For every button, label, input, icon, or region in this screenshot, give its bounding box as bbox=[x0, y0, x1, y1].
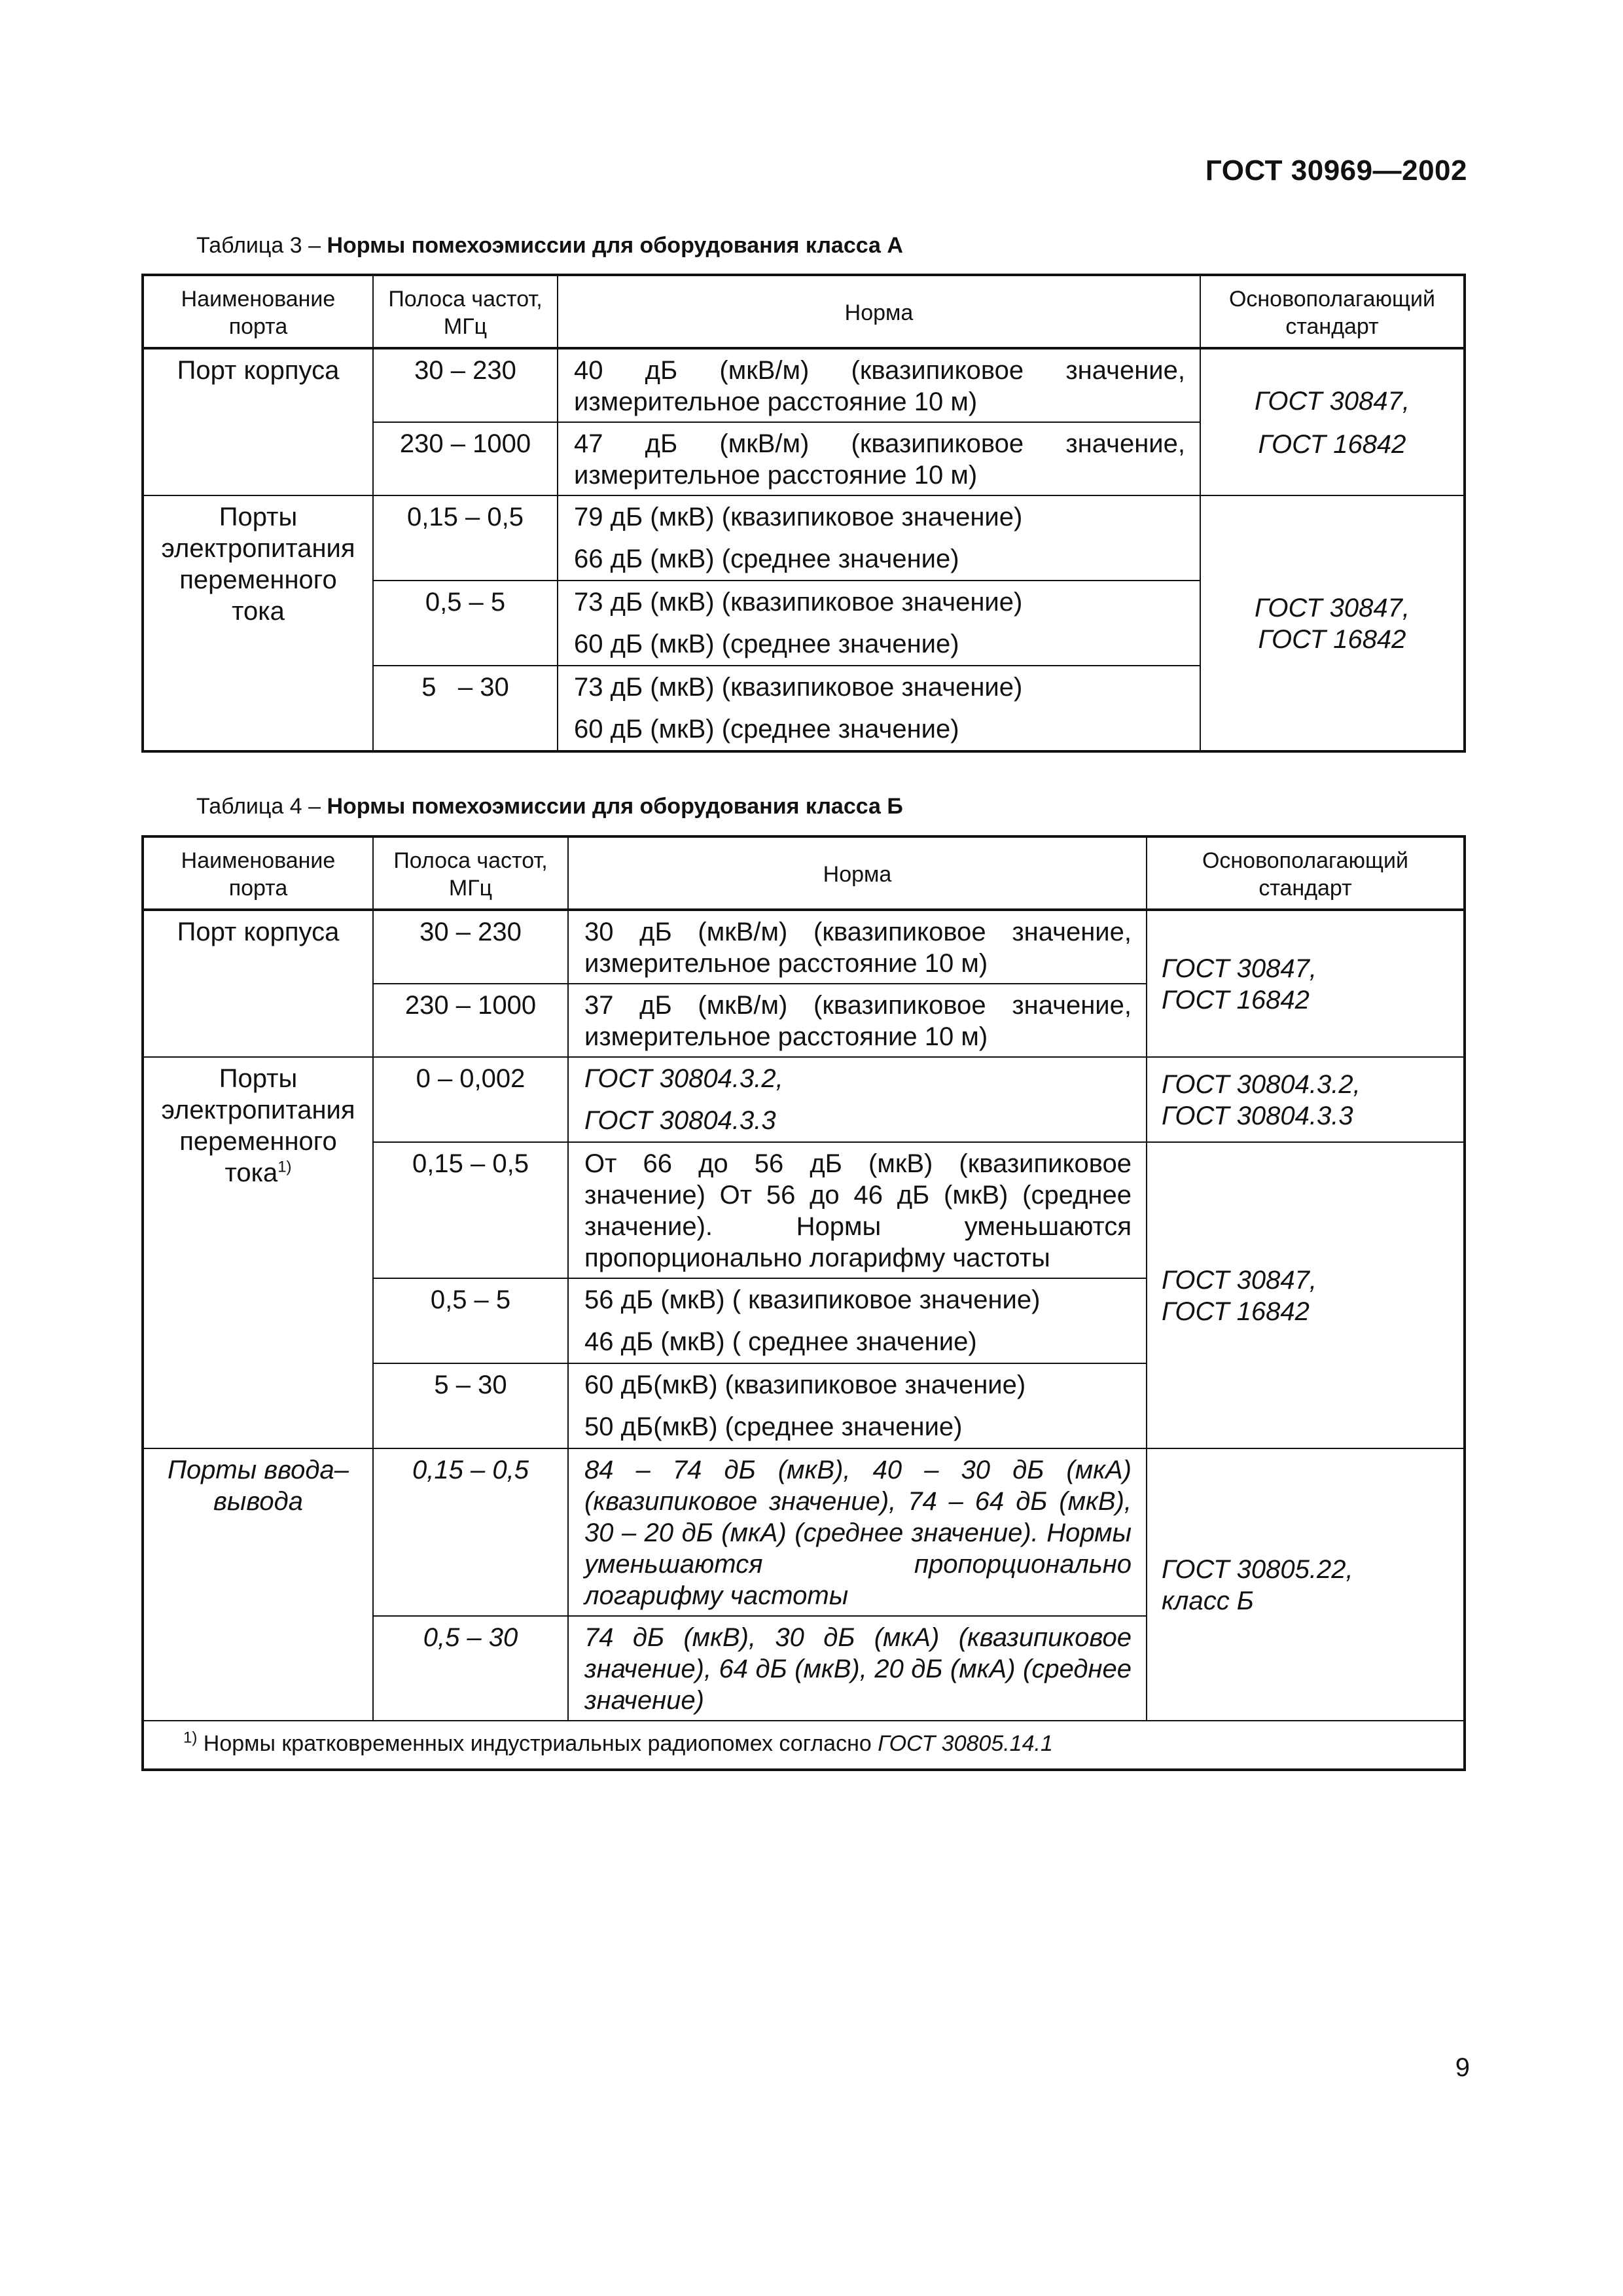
norm-line: 73 дБ (мкВ) (квазипиковое значение) bbox=[574, 673, 1023, 702]
frequency-band: 5 – 30 bbox=[373, 666, 558, 751]
table-row bbox=[143, 348, 1465, 422]
norm-line: ГОСТ 30804.3.2, bbox=[584, 1064, 783, 1093]
table-row bbox=[143, 1057, 1465, 1142]
table3-caption-title: Нормы помехоэмиссии для оборудования класса А bbox=[327, 233, 903, 258]
standard-line: ГОСТ 30804.3.3 bbox=[1162, 1102, 1353, 1130]
table-footnote bbox=[143, 1721, 1465, 1770]
norm-line: 60 дБ (мкВ) (среднее значение) bbox=[574, 630, 959, 658]
base-standard bbox=[1200, 495, 1465, 751]
table3-header-band: Полоса частот, МГц bbox=[373, 275, 558, 348]
norm-text bbox=[558, 666, 1200, 751]
page-number: 9 bbox=[1455, 2053, 1470, 2082]
table3 bbox=[141, 274, 1466, 753]
table4-header-standard: Основополагающий стандарт bbox=[1147, 836, 1465, 910]
table3-header-norm: Норма bbox=[558, 275, 1200, 348]
norm-text bbox=[558, 581, 1200, 666]
standard-line: ГОСТ 16842 bbox=[1258, 625, 1406, 654]
norm-text bbox=[568, 1363, 1147, 1448]
standard-line: ГОСТ 30847, bbox=[1162, 1266, 1317, 1295]
frequency-band: 0,5 – 5 bbox=[373, 1278, 568, 1363]
table4-header-row bbox=[143, 836, 1465, 910]
table-row bbox=[143, 495, 1465, 581]
port-name: Порт корпуса bbox=[143, 348, 373, 495]
base-standard bbox=[1147, 910, 1465, 1057]
standard-line: ГОСТ 30847, bbox=[1255, 594, 1410, 622]
standard-line: ГОСТ 16842 bbox=[1162, 986, 1310, 1014]
standard-line: ГОСТ 16842 bbox=[1162, 1297, 1310, 1326]
port-name: Порты электропитания переменного тока bbox=[143, 495, 373, 751]
base-standard bbox=[1147, 1448, 1465, 1721]
norm-line: ГОСТ 30804.3.3 bbox=[584, 1106, 776, 1135]
footnote-marker: 1) bbox=[183, 1729, 198, 1747]
table-row bbox=[143, 910, 1465, 984]
norm-line: 79 дБ (мкВ) (квазипиковое значение) bbox=[574, 503, 1023, 531]
table4-header-band: Полоса частот, МГц bbox=[373, 836, 568, 910]
table3-header-port: Наименование порта bbox=[143, 275, 373, 348]
norm-text bbox=[558, 495, 1200, 581]
frequency-band: 30 – 230 bbox=[373, 348, 558, 422]
base-standard bbox=[1147, 1142, 1465, 1448]
table3-caption bbox=[196, 233, 903, 259]
norm-line: 60 дБ (мкВ) (среднее значение) bbox=[574, 715, 959, 744]
base-standard bbox=[1147, 1057, 1465, 1142]
table4-header-norm: Норма bbox=[568, 836, 1147, 910]
norm-text: 40 дБ (мкВ/м) (квазипиковое значение, измерительное расстояние 10 м) bbox=[558, 348, 1200, 422]
standard-line: ГОСТ 30847, bbox=[1255, 387, 1410, 416]
norm-line: 66 дБ (мкВ) (среднее значение) bbox=[574, 545, 959, 573]
table3-header-row bbox=[143, 275, 1465, 348]
document-code: ГОСТ 30969—2002 bbox=[1205, 154, 1467, 187]
frequency-band: 0,15 – 0,5 bbox=[373, 495, 558, 581]
port-name: Порты ввода–вывода bbox=[143, 1448, 373, 1721]
norm-line: 60 дБ(мкВ) (квазипиковое значение) bbox=[584, 1371, 1026, 1399]
norm-text: От 66 до 56 дБ (мкВ) (квазипиковое значение) От 56 до 46 дБ (мкВ) (среднее значение). Нормы уменьшаются пропорционально логарифму частоты bbox=[568, 1142, 1147, 1278]
norm-line: 50 дБ(мкВ) (среднее значение) bbox=[584, 1412, 963, 1441]
base-standard bbox=[1200, 348, 1465, 495]
norm-text: 30 дБ (мкВ/м) (квазипиковое значение, измерительное расстояние 10 м) bbox=[568, 910, 1147, 984]
frequency-band: 230 – 1000 bbox=[373, 984, 568, 1057]
footnote-marker: 1) bbox=[277, 1158, 292, 1176]
norm-line: 46 дБ (мкВ) ( среднее значение) bbox=[584, 1327, 977, 1356]
norm-text: 74 дБ (мкВ), 30 дБ (мкА) (квазипиковое значение), 64 дБ (мкВ), 20 дБ (мкА) (среднее значение) bbox=[568, 1616, 1147, 1721]
table4-caption-prefix: Таблица 4 – bbox=[196, 794, 321, 819]
frequency-band: 0 – 0,002 bbox=[373, 1057, 568, 1142]
norm-text: 37 дБ (мкВ/м) (квазипиковое значение, измерительное расстояние 10 м) bbox=[568, 984, 1147, 1057]
standard-line: ГОСТ 30805.22, bbox=[1162, 1555, 1353, 1584]
table3-caption-prefix: Таблица 3 – bbox=[196, 233, 321, 258]
frequency-band: 5 – 30 bbox=[373, 1363, 568, 1448]
port-name-text: Порты электропитания переменного тока bbox=[161, 1064, 355, 1187]
norm-text: 84 – 74 дБ (мкВ), 40 – 30 дБ (мкА) (квазипиковое значение), 74 – 64 дБ (мкВ), 30 – 20 дБ (мкА) (среднее значение). Нормы уменьшаются пропорционально логарифму частоты bbox=[568, 1448, 1147, 1616]
frequency-band: 0,15 – 0,5 bbox=[373, 1142, 568, 1278]
norm-line: 56 дБ (мкВ) ( квазипиковое значение) bbox=[584, 1285, 1041, 1314]
standard-line: ГОСТ 30804.3.2, bbox=[1162, 1070, 1361, 1099]
footnote-text: Нормы кратковременных индустриальных радиопомех согласно bbox=[203, 1731, 872, 1756]
standard-line: ГОСТ 30847, bbox=[1162, 954, 1317, 983]
footnote-row bbox=[143, 1721, 1465, 1770]
table4-caption-title: Нормы помехоэмиссии для оборудования класса Б bbox=[327, 794, 903, 819]
frequency-band: 0,15 – 0,5 bbox=[373, 1448, 568, 1616]
standard-line: класс Б bbox=[1162, 1587, 1254, 1615]
table4-header-port: Наименование порта bbox=[143, 836, 373, 910]
table4 bbox=[141, 835, 1466, 1771]
norm-text: 47 дБ (мкВ/м) (квазипиковое значение, измерительное расстояние 10 м) bbox=[558, 422, 1200, 495]
norm-line: 73 дБ (мкВ) (квазипиковое значение) bbox=[574, 588, 1023, 617]
table3-header-standard: Основополагающий стандарт bbox=[1200, 275, 1465, 348]
frequency-band: 30 – 230 bbox=[373, 910, 568, 984]
standard-line: ГОСТ 16842 bbox=[1258, 430, 1406, 459]
footnote-reference: ГОСТ 30805.14.1 bbox=[878, 1731, 1053, 1756]
frequency-band: 0,5 – 5 bbox=[373, 581, 558, 666]
frequency-band: 230 – 1000 bbox=[373, 422, 558, 495]
port-name: Порт корпуса bbox=[143, 910, 373, 1057]
norm-text bbox=[568, 1278, 1147, 1363]
norm-text bbox=[568, 1057, 1147, 1142]
frequency-band: 0,5 – 30 bbox=[373, 1616, 568, 1721]
port-name bbox=[143, 1057, 373, 1448]
table4-caption bbox=[196, 794, 903, 819]
table-row bbox=[143, 1448, 1465, 1616]
